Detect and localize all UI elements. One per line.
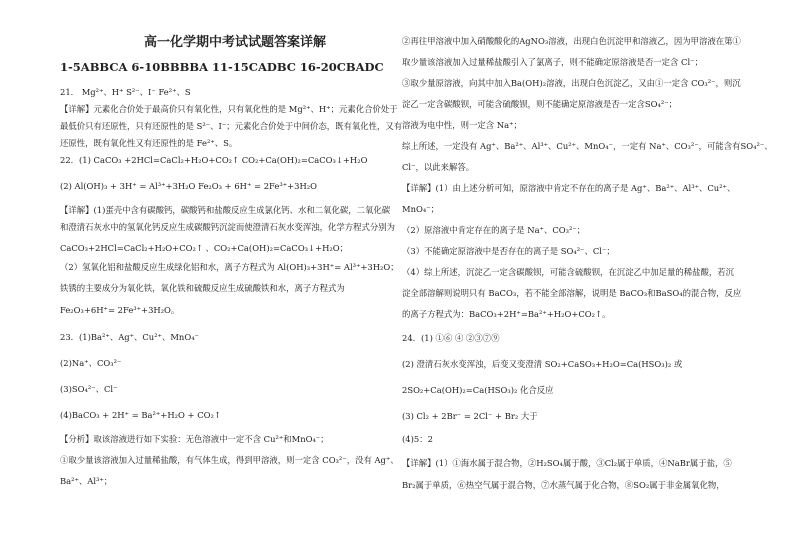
q21-explanation-2: 最低价只有还原性，只有还原性的是 S²⁻、I⁻；元素化合价处于中间价态，既有氧化性，又有 — [60, 121, 403, 131]
q23-explanation-6: 淀全部溶解则说明只有 BaCO₃，若不能全部溶解，说明是 BaCO₃和BaSO₄的混合物，反应 — [402, 288, 742, 298]
q24-answer-4: (4)5：2 — [402, 434, 433, 444]
q23-analysis-3: Ba²⁺、Al³⁺； — [60, 476, 113, 486]
q23-explanation-2: MnO₄⁻； — [402, 204, 439, 214]
q23-analysis-1: 【分析】取该溶液进行如下实验：无色溶液中一定不含 Cu²⁺和MnO₄⁻； — [60, 434, 329, 444]
q24-answer-1: 24．(1) ①⑥ ④ ②③⑦⑨ — [402, 333, 500, 343]
q22-explanation-2: 和澄清石灰水中的氢氧化钙反应生成碳酸钙沉淀而使澄清石灰水变浑浊，化学方程式分别为 — [60, 222, 395, 232]
q23-analysis-10: Cl⁻，以此来解答。 — [402, 162, 475, 172]
q22-explanation-1: 【详解】(1)蛋壳中含有碳酸钙，碳酸钙和盐酸反应生成氯化钙、水和二氧化碳，二氧化碳 — [60, 205, 391, 215]
q24-answer-3: (3) Cl₂ + 2Br⁻ = 2Cl⁻ + Br₂ 大于 — [402, 411, 538, 421]
q24-answer-2: (2) 澄清石灰水变浑浊，后变又变澄清 SO₂+CaSO₃+H₂O=Ca(HSO₃)₂ 或 — [402, 359, 683, 369]
q23-analysis-6: ③取少量原溶液，向其中加入Ba(OH)₂溶液，出现白色沉淀乙，又由①一定含 CO₃²⁻，则沉 — [402, 78, 741, 88]
q22-equation-2: Fe₂O₃+6H⁺= 2Fe³⁺+3H₂O。 — [60, 305, 180, 315]
q23-explanation-1: 【详解】(1）由上述分析可知，原溶液中肯定不存在的离子是 Ag⁺、Ba²⁺、Al³⁺、Cu²⁺、 — [402, 183, 736, 193]
q23-answer-4: (4)BaCO₃ + 2H⁺ = Ba²⁺+H₂O + CO₂↑ — [60, 410, 221, 420]
q23-explanation-3: （2）原溶液中肯定存在的离子是 Na⁺、CO₃²⁻； — [402, 225, 586, 235]
q23-explanation-5: （4）综上所述，沉淀乙一定含碳酸钡，可能含硫酸钡，在沉淀乙中加足量的稀盐酸，若沉 — [402, 267, 734, 277]
q23-analysis-4: ②再往甲溶液中加入硝酸酸化的AgNO₃溶液，出现白色沉淀甲和溶液乙，因为甲溶液在第① — [402, 36, 741, 46]
q21-answer: 21． Mg²⁺、H⁺ S²⁻、I⁻ Fe²⁺、S — [60, 87, 191, 97]
multiple-choice-answers: 1-5ABBCA 6-10BBBBA 11-15CADBC 16-20CBADC — [60, 60, 384, 74]
q24-explanation-2: Br₂属于单质，⑥热空气属于混合物，⑦水蒸气属于化合物，⑧SO₂属于非金属氧化物， — [402, 480, 725, 490]
q23-analysis-9: 综上所述，一定没有 Ag⁺、Ba²⁺、Al³⁺、Cu²⁺、MnO₄⁻，一定有 Na⁺、CO₃²⁻，可能含有SO₄²⁻、 — [402, 141, 773, 151]
q23-answer-3: (3)SO₄²⁻、Cl⁻ — [60, 384, 118, 394]
q23-answer-1: 23．(1)Ba²⁺、Ag⁺、Cu²⁺、MnO₄⁻ — [60, 332, 199, 342]
q22-explanation-3: （2）氢氧化铝和盐酸反应生成绿化铝和水，离子方程式为 Al(OH)₃+3H⁺= Al³⁺+3H₂O； — [60, 262, 399, 272]
q23-explanation-4: （3）不能确定原溶液中是否存在的离子是 SO₄²⁻、Cl⁻； — [402, 246, 615, 256]
q22-answer-2: (2) Al(OH)₃ + 3H⁺ = Al³⁺+3H₂O Fe₂O₃ + 6H⁺ = 2Fe³⁺+3H₂O — [60, 181, 318, 191]
q24-explanation-1: 【详解】(1）①海水属于混合物，②H₂SO₄属于酸，③Cl₂属于单质，④NaBr属于盐，⑤ — [402, 458, 732, 468]
page-title: 高一化学期中考试试题答案详解 — [144, 35, 327, 50]
q23-analysis-7: 淀乙一定含碳酸钡，可能含硫酸钡，则不能确定原溶液是否一定含SO₄²⁻； — [402, 99, 677, 109]
q23-analysis-5: 取少量该溶液加入过量稀盐酸引入了氯离子，则不能确定原溶液是否一定含 Cl⁻； — [402, 57, 703, 67]
q22-answer-1: 22．(1) CaCO₃ +2HCl=CaCl₂+H₂O+CO₂↑ CO₂+Ca(OH)₂=CaCO₃↓+H₂O — [60, 155, 368, 165]
q22-equation-1: CaCO₃+2HCl=CaCl₂+H₂O+CO₂↑ 、CO₂+Ca(OH)₂=CaCO₃↓+H₂O； — [60, 243, 348, 253]
q21-explanation-1: 【详解】元素化合价处于最高价只有氧化性，只有氧化性的是 Mg²⁺、H⁺；元素化合价处于 — [60, 104, 398, 114]
q23-analysis-8: 溶液为电中性，则一定含 Na⁺； — [402, 120, 522, 130]
q23-answer-2: (2)Na⁺、CO₃²⁻ — [60, 358, 122, 368]
q24-answer-2b: 2SO₂+Ca(OH)₂=Ca(HSO₃)₂ 化合反应 — [402, 385, 554, 395]
q23-analysis-2: ①取少量该溶液加入过量稀盐酸，有气体生成，得到甲溶液，则一定含 CO₃²⁻，没有 Ag⁺、 — [60, 455, 399, 465]
q22-explanation-4: 铁锈的主要成分为氧化铁，氧化铁和硫酸反应生成硫酸铁和水，离子方程式为 — [60, 283, 345, 293]
q23-explanation-7: 的离子方程式为：BaCO₃+2H⁺=Ba²⁺+H₂O+CO₂↑。 — [402, 309, 611, 319]
q21-explanation-3: 还原性，既有氧化性又有还原性的是 Fe²⁺、S。 — [60, 138, 238, 148]
